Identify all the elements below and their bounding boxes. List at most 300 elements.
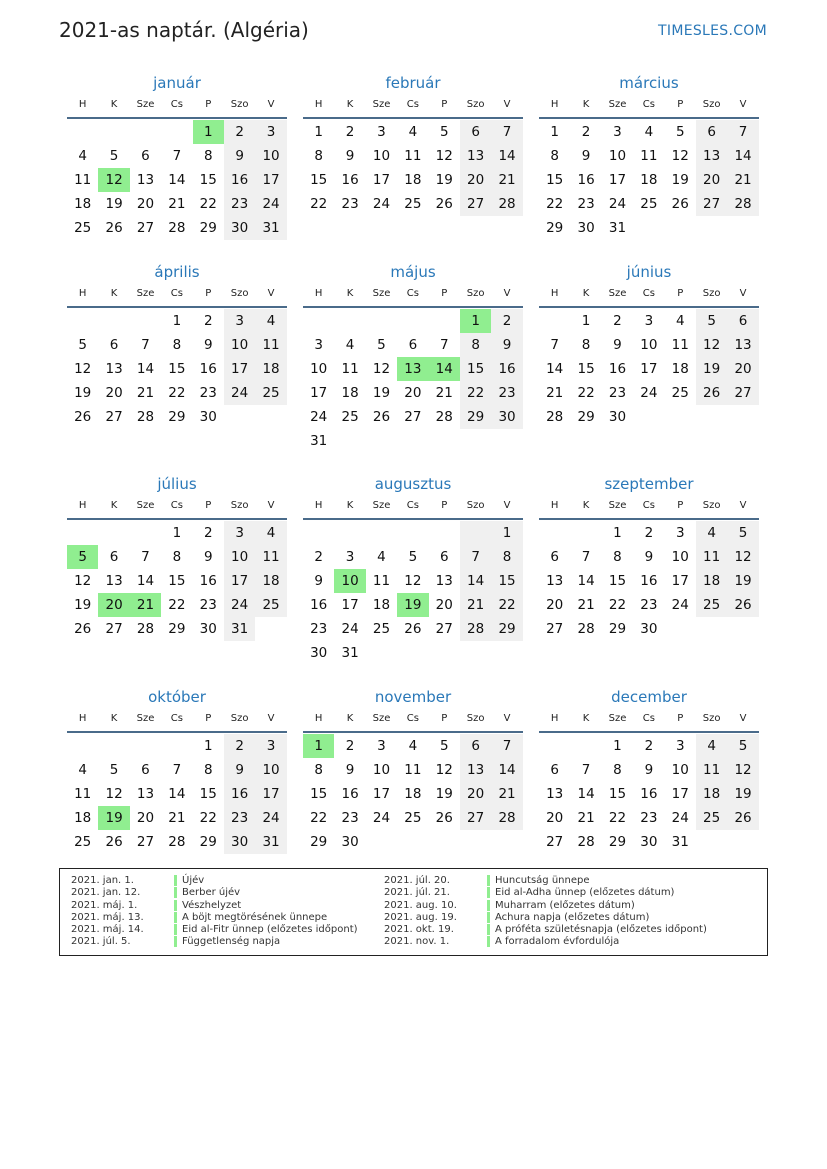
month-április <box>67 262 287 429</box>
day-cell: 28 <box>577 834 595 850</box>
day-cell: 12 <box>74 573 92 589</box>
day-cell: 7 <box>581 549 591 565</box>
month-december <box>539 687 759 854</box>
day-cell: 24 <box>640 385 658 401</box>
day-cell: 30 <box>491 405 522 429</box>
day-cell: 18 <box>255 569 286 593</box>
day-cell: 19 <box>105 196 123 212</box>
day-cell: 9 <box>644 762 654 778</box>
weekday-label: P <box>205 500 212 511</box>
empty-cell <box>67 734 98 758</box>
page-title: 2021-as naptár. (Algéria) <box>59 18 309 42</box>
day-cell: 11 <box>255 545 286 569</box>
weekday-header <box>303 282 523 308</box>
day-cell: 29 <box>168 409 186 425</box>
day-grid <box>303 309 523 453</box>
day-cell: 2 <box>203 313 213 329</box>
day-cell: 21 <box>435 385 453 401</box>
day-cell: 4 <box>408 124 418 140</box>
day-cell: 4 <box>345 337 355 353</box>
day-cell: 14 <box>577 786 595 802</box>
day-cell: 27 <box>460 192 491 216</box>
day-cell: 3 <box>345 549 355 565</box>
day-cell: 31 <box>255 830 286 854</box>
day-cell: 6 <box>696 120 727 144</box>
day-cell: 24 <box>255 192 286 216</box>
day-cell: 28 <box>136 621 155 637</box>
day-cell: 7 <box>491 120 522 144</box>
holiday-day-cell: 21 <box>130 593 161 617</box>
day-cell: 12 <box>105 786 123 802</box>
day-cell: 30 <box>640 621 658 637</box>
weekday-label: P <box>205 99 212 110</box>
day-cell: 31 <box>341 645 359 661</box>
weekday-header <box>67 93 287 119</box>
day-cell: 5 <box>109 148 119 164</box>
empty-cell <box>334 309 365 333</box>
day-cell: 29 <box>199 220 217 236</box>
day-cell: 30 <box>310 645 328 661</box>
day-grid <box>67 734 287 854</box>
day-cell: 15 <box>310 172 328 188</box>
weekday-label: V <box>267 500 275 511</box>
weekday-label: K <box>582 500 590 511</box>
day-cell: 25 <box>74 220 92 236</box>
weekday-label: V <box>503 713 511 724</box>
day-cell: 5 <box>78 337 87 353</box>
legend-date: 2021. okt. 19. <box>384 924 454 936</box>
weekday-label: V <box>503 99 511 110</box>
day-cell: 28 <box>435 409 453 425</box>
holiday-day-cell: 5 <box>67 545 98 569</box>
day-cell: 9 <box>224 758 255 782</box>
legend-row <box>384 900 707 912</box>
legend-holiday-name: Muharram (előzetes dátum) <box>487 900 635 911</box>
day-cell: 9 <box>314 573 323 589</box>
day-cell: 15 <box>546 172 564 188</box>
weekday-label: Cs <box>642 500 655 511</box>
weekday-label: V <box>267 99 275 110</box>
day-cell: 17 <box>640 361 658 377</box>
day-cell: 29 <box>577 409 595 425</box>
day-cell: 16 <box>341 172 359 188</box>
legend-column-right <box>384 875 707 949</box>
month-name: október <box>148 688 206 706</box>
day-cell: 5 <box>727 521 758 545</box>
empty-cell <box>161 734 192 758</box>
day-cell: 6 <box>550 549 559 565</box>
day-cell: 3 <box>377 124 386 140</box>
day-cell: 21 <box>491 782 522 806</box>
day-cell: 11 <box>74 172 92 188</box>
day-cell: 24 <box>372 196 391 212</box>
weekday-label: Szo <box>702 713 721 724</box>
day-cell: 6 <box>109 549 119 565</box>
day-cell: 28 <box>546 409 564 425</box>
day-cell: 5 <box>408 549 418 565</box>
day-cell: 10 <box>640 337 658 353</box>
weekday-label: Cs <box>170 288 183 299</box>
day-cell: 12 <box>372 361 391 377</box>
day-cell: 7 <box>550 337 559 353</box>
day-cell: 25 <box>255 593 286 617</box>
day-cell: 24 <box>608 196 627 212</box>
weekday-label: Szo <box>466 288 485 299</box>
day-cell: 22 <box>168 597 186 613</box>
day-cell: 1 <box>550 124 559 140</box>
empty-cell <box>397 521 428 545</box>
day-cell: 29 <box>608 834 627 850</box>
day-cell: 31 <box>224 617 255 641</box>
day-cell: 14 <box>546 361 564 377</box>
weekday-label: H <box>550 500 559 511</box>
day-cell: 21 <box>136 385 155 401</box>
day-cell: 15 <box>168 361 186 377</box>
day-cell: 18 <box>404 172 422 188</box>
day-cell: 22 <box>310 196 328 212</box>
weekday-label: V <box>503 500 511 511</box>
weekday-label: P <box>677 288 684 299</box>
holiday-legend <box>59 868 768 956</box>
weekday-header <box>67 707 287 733</box>
day-cell: 30 <box>224 216 255 240</box>
day-cell: 18 <box>696 569 727 593</box>
day-cell: 21 <box>727 168 758 192</box>
day-cell: 13 <box>696 144 727 168</box>
day-cell: 1 <box>581 313 591 329</box>
day-cell: 22 <box>546 196 564 212</box>
month-január <box>67 73 287 240</box>
day-cell: 16 <box>199 361 217 377</box>
day-cell: 1 <box>613 738 622 754</box>
weekday-label: Cs <box>406 288 419 299</box>
day-cell: 16 <box>341 786 359 802</box>
month-november <box>303 687 523 854</box>
weekday-header <box>539 282 759 308</box>
day-cell: 23 <box>341 810 359 826</box>
empty-cell <box>67 309 98 333</box>
weekday-label: H <box>78 713 87 724</box>
day-cell: 19 <box>727 782 758 806</box>
day-cell: 18 <box>671 361 689 377</box>
day-cell: 14 <box>136 573 155 589</box>
weekday-label: P <box>205 288 212 299</box>
day-cell: 4 <box>644 124 654 140</box>
day-cell: 16 <box>608 361 627 377</box>
day-cell: 1 <box>491 521 522 545</box>
brand-link[interactable]: TIMESLES.COM <box>658 23 767 39</box>
legend-date: 2021. júl. 5. <box>71 936 131 948</box>
day-cell: 4 <box>78 148 87 164</box>
day-cell: 2 <box>345 738 355 754</box>
weekday-header <box>539 93 759 119</box>
empty-cell <box>67 120 98 144</box>
legend-row <box>384 924 707 936</box>
day-grid <box>539 521 759 641</box>
empty-cell <box>570 521 601 545</box>
legend-date: 2021. júl. 21. <box>384 887 450 899</box>
day-grid <box>303 120 523 216</box>
day-cell: 12 <box>435 148 453 164</box>
day-cell: 21 <box>577 597 595 613</box>
day-cell: 17 <box>372 172 391 188</box>
legend-date: 2021. aug. 19. <box>384 911 457 923</box>
day-cell: 17 <box>255 168 286 192</box>
day-cell: 2 <box>314 549 323 565</box>
day-cell: 28 <box>460 617 491 641</box>
day-cell: 15 <box>577 361 595 377</box>
day-cell: 23 <box>224 192 255 216</box>
day-cell: 10 <box>372 762 391 778</box>
day-cell: 6 <box>141 762 150 778</box>
empty-cell <box>130 120 161 144</box>
day-cell: 22 <box>168 385 186 401</box>
month-augusztus <box>303 474 523 665</box>
day-cell: 25 <box>255 381 286 405</box>
day-cell: 17 <box>671 573 689 589</box>
weekday-label: Cs <box>170 99 183 110</box>
month-name: február <box>385 74 441 92</box>
legend-holiday-name: Függetlenség napja <box>174 936 280 947</box>
holiday-day-cell: 10 <box>334 569 365 593</box>
weekday-label: Cs <box>642 99 655 110</box>
day-cell: 6 <box>439 549 449 565</box>
day-cell: 29 <box>460 405 491 429</box>
day-cell: 25 <box>696 593 727 617</box>
day-cell: 15 <box>608 573 627 589</box>
day-cell: 7 <box>460 545 491 569</box>
day-cell: 31 <box>608 220 627 236</box>
day-cell: 20 <box>404 385 422 401</box>
day-cell: 16 <box>224 782 255 806</box>
day-cell: 3 <box>644 313 654 329</box>
day-cell: 22 <box>608 597 627 613</box>
day-cell: 17 <box>255 782 286 806</box>
legend-holiday-name: Huncutság ünnepe <box>487 875 589 886</box>
day-cell: 30 <box>608 409 627 425</box>
weekday-label: Sze <box>608 500 627 511</box>
legend-row <box>384 875 707 887</box>
weekday-label: H <box>550 713 559 724</box>
day-cell: 15 <box>199 786 217 802</box>
holiday-day-cell: 14 <box>429 357 460 381</box>
month-name: december <box>611 688 687 706</box>
day-cell: 24 <box>372 810 391 826</box>
day-cell: 18 <box>341 385 359 401</box>
day-cell: 29 <box>168 621 186 637</box>
day-cell: 22 <box>608 810 627 826</box>
weekday-header <box>303 93 523 119</box>
day-cell: 15 <box>199 172 217 188</box>
day-cell: 8 <box>613 549 622 565</box>
weekday-label: Cs <box>642 288 655 299</box>
day-cell: 8 <box>203 148 213 164</box>
day-grid <box>67 521 287 641</box>
empty-cell <box>429 521 460 545</box>
weekday-label: Cs <box>170 500 183 511</box>
day-cell: 18 <box>696 782 727 806</box>
weekday-label: Sze <box>372 713 391 724</box>
day-cell: 13 <box>136 172 155 188</box>
day-cell: 14 <box>136 361 155 377</box>
day-cell: 23 <box>640 810 658 826</box>
weekday-label: K <box>346 500 354 511</box>
day-cell: 16 <box>640 573 658 589</box>
legend-row <box>71 900 358 912</box>
day-cell: 11 <box>696 758 727 782</box>
legend-row <box>71 875 358 887</box>
day-cell: 9 <box>345 762 355 778</box>
month-szeptember <box>539 474 759 641</box>
day-cell: 21 <box>577 810 595 826</box>
day-cell: 16 <box>199 573 217 589</box>
day-cell: 19 <box>435 786 453 802</box>
legend-date: 2021. aug. 10. <box>384 899 457 911</box>
day-cell: 8 <box>172 337 182 353</box>
day-cell: 9 <box>613 337 622 353</box>
month-name: január <box>153 74 201 92</box>
day-cell: 28 <box>136 409 155 425</box>
day-cell: 6 <box>550 762 559 778</box>
legend-holiday-name: A próféta születésnapja (előzetes időpont) <box>487 924 707 935</box>
day-cell: 1 <box>314 124 323 140</box>
day-cell: 4 <box>255 309 286 333</box>
day-cell: 7 <box>141 337 150 353</box>
day-cell: 27 <box>435 621 453 637</box>
day-cell: 9 <box>224 144 255 168</box>
month-június <box>539 262 759 429</box>
day-cell: 26 <box>105 220 123 236</box>
day-cell: 22 <box>199 810 217 826</box>
weekday-label: P <box>441 288 448 299</box>
day-cell: 20 <box>546 810 564 826</box>
day-cell: 3 <box>314 337 323 353</box>
empty-cell <box>161 120 192 144</box>
weekday-label: V <box>739 500 747 511</box>
day-cell: 19 <box>372 385 391 401</box>
weekday-label: Szo <box>702 288 721 299</box>
weekday-header <box>303 707 523 733</box>
empty-cell <box>539 521 570 545</box>
day-cell: 4 <box>255 521 286 545</box>
weekday-label: K <box>110 99 118 110</box>
day-cell: 3 <box>255 120 286 144</box>
weekday-label: Cs <box>406 500 419 511</box>
day-cell: 16 <box>224 168 255 192</box>
day-cell: 2 <box>613 313 622 329</box>
day-cell: 9 <box>644 549 654 565</box>
day-cell: 13 <box>136 786 155 802</box>
day-cell: 17 <box>608 172 627 188</box>
day-cell: 25 <box>404 810 422 826</box>
day-cell: 27 <box>136 834 155 850</box>
day-cell: 21 <box>491 168 522 192</box>
empty-cell <box>366 521 397 545</box>
day-cell: 12 <box>727 545 758 569</box>
day-cell: 1 <box>172 525 182 541</box>
empty-cell <box>130 521 161 545</box>
weekday-label: K <box>582 713 590 724</box>
day-cell: 31 <box>671 834 689 850</box>
day-cell: 2 <box>491 309 522 333</box>
day-cell: 7 <box>727 120 758 144</box>
weekday-label: P <box>677 99 684 110</box>
day-cell: 21 <box>460 593 491 617</box>
weekday-label: Szo <box>466 713 485 724</box>
month-name: március <box>619 74 679 92</box>
day-cell: 17 <box>310 385 328 401</box>
day-cell: 10 <box>372 148 391 164</box>
empty-cell <box>130 734 161 758</box>
day-cell: 18 <box>640 172 658 188</box>
day-cell: 20 <box>460 782 491 806</box>
legend-date: 2021. jan. 12. <box>71 887 141 899</box>
day-cell: 22 <box>310 810 328 826</box>
day-cell: 14 <box>491 144 522 168</box>
day-cell: 23 <box>577 196 595 212</box>
day-cell: 30 <box>199 409 217 425</box>
day-cell: 27 <box>460 806 491 830</box>
day-cell: 5 <box>439 124 449 140</box>
day-cell: 7 <box>172 762 182 778</box>
day-cell: 9 <box>581 148 591 164</box>
day-cell: 19 <box>671 172 689 188</box>
day-cell: 29 <box>546 220 564 236</box>
day-cell: 7 <box>141 549 150 565</box>
day-cell: 2 <box>644 738 654 754</box>
day-cell: 10 <box>671 762 689 778</box>
legend-row <box>71 912 358 924</box>
day-cell: 22 <box>491 593 522 617</box>
day-cell: 1 <box>172 313 182 329</box>
legend-column-left <box>71 875 358 949</box>
weekday-label: V <box>267 288 275 299</box>
month-március <box>539 73 759 240</box>
day-cell: 27 <box>727 381 758 405</box>
weekday-label: K <box>582 99 590 110</box>
day-cell: 31 <box>255 216 286 240</box>
day-cell: 23 <box>310 621 328 637</box>
day-cell: 4 <box>696 521 727 545</box>
legend-row <box>71 887 358 899</box>
empty-cell <box>570 734 601 758</box>
month-name: július <box>157 475 197 493</box>
day-cell: 2 <box>203 525 213 541</box>
weekday-label: Sze <box>136 288 155 299</box>
weekday-label: P <box>677 500 684 511</box>
weekday-label: Cs <box>642 713 655 724</box>
weekday-label: Sze <box>136 99 155 110</box>
day-cell: 18 <box>74 810 92 826</box>
day-cell: 28 <box>577 621 595 637</box>
day-cell: 17 <box>224 357 255 381</box>
day-grid <box>539 734 759 854</box>
month-május <box>303 262 523 453</box>
weekday-label: H <box>314 500 323 511</box>
day-cell: 26 <box>372 409 391 425</box>
weekday-header <box>539 494 759 520</box>
day-cell: 12 <box>727 758 758 782</box>
day-cell: 11 <box>74 786 92 802</box>
day-cell: 6 <box>141 148 150 164</box>
day-cell: 13 <box>105 573 123 589</box>
day-cell: 13 <box>105 361 123 377</box>
holiday-day-cell: 12 <box>98 168 129 192</box>
day-cell: 20 <box>435 597 453 613</box>
weekday-label: V <box>503 288 511 299</box>
weekday-label: H <box>550 99 559 110</box>
day-cell: 2 <box>581 124 591 140</box>
